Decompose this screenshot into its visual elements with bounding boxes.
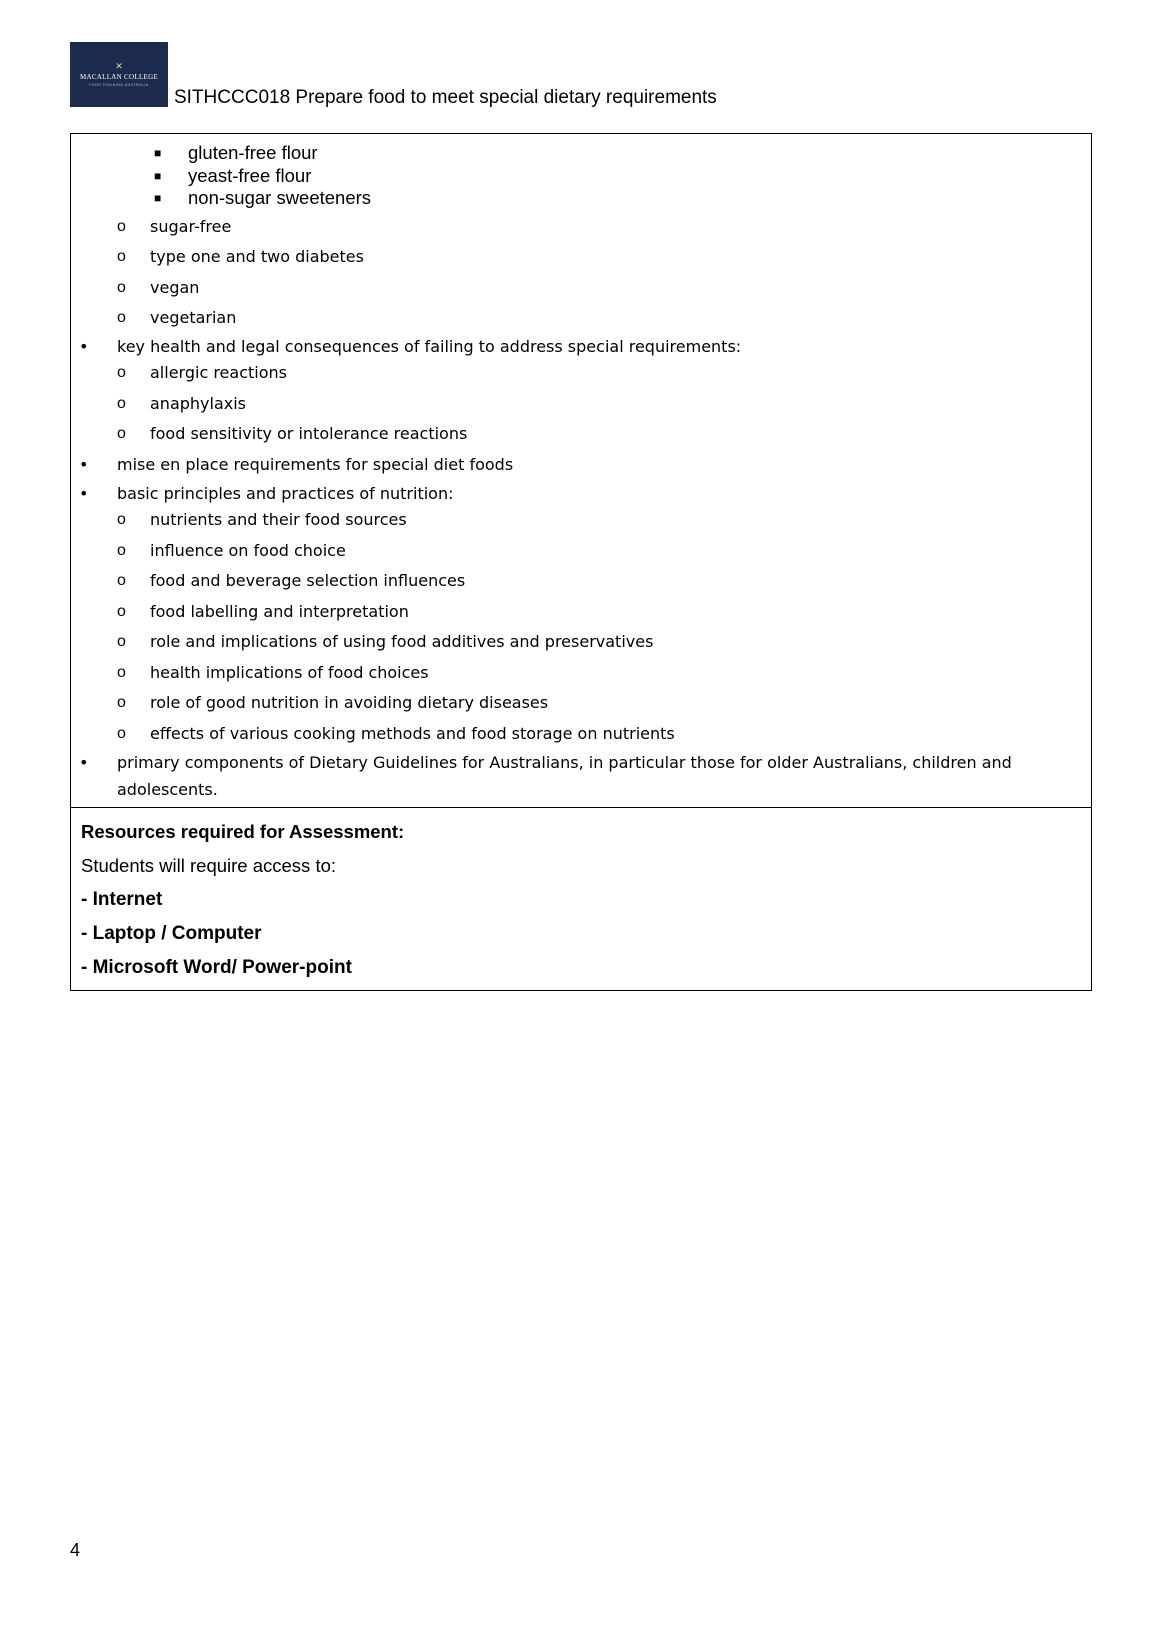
consequence-items xyxy=(71,362,1091,445)
list-item: o allergic reactions xyxy=(117,363,287,382)
logo-name: MACALLAN COLLEGE xyxy=(79,73,159,81)
resource-item-computer: - Laptop / Computer xyxy=(81,922,262,944)
list-item: • basic principles and practices of nutrition: xyxy=(71,480,1091,507)
square-bullet-icon: ■ xyxy=(154,146,162,160)
list-item: • mise en place requirements for special diet foods xyxy=(71,451,1091,478)
list-item: o nutrients and their food sources xyxy=(117,510,407,529)
dot-bullet-icon: • xyxy=(79,752,89,772)
circle-bullet-icon: o xyxy=(117,278,126,296)
list-item: ■ gluten-free flour xyxy=(154,142,318,163)
diet-list xyxy=(71,216,1091,330)
list-item: o role and implications of using food additives and preservatives xyxy=(117,632,654,651)
list-item: ■ non-sugar sweeteners xyxy=(154,187,372,208)
knowledge-section xyxy=(71,134,1091,808)
circle-bullet-icon: o xyxy=(117,633,126,650)
circle-bullet-icon: o xyxy=(117,248,126,265)
consequences-list xyxy=(71,333,1091,360)
list-item: • key health and legal consequences of failing to address special requirements: xyxy=(71,333,1091,360)
dot-bullet-icon: • xyxy=(79,337,89,356)
circle-bullet-icon: o xyxy=(117,572,126,589)
content-table xyxy=(70,133,1092,991)
list-item: o type one and two diabetes xyxy=(117,247,364,266)
nutrition-list xyxy=(71,509,1091,745)
resources-section xyxy=(71,808,1091,990)
list-item: o role of good nutrition in avoiding dietary diseases xyxy=(117,693,549,712)
circle-bullet-icon: o xyxy=(117,364,126,381)
square-list xyxy=(71,142,1091,210)
resources-title: Resources required for Assessment: xyxy=(81,820,405,842)
circle-bullet-icon: o xyxy=(117,724,126,742)
guidelines-list xyxy=(71,749,1091,803)
circle-bullet-icon: o xyxy=(117,394,126,412)
dot-bullet-icon: • xyxy=(79,484,89,503)
resources-intro: Students will require access to: xyxy=(81,854,337,876)
resource-item-software: - Microsoft Word/ Power-point xyxy=(81,956,352,978)
list-item: o effects of various cooking methods and food storage on nutrients xyxy=(117,723,675,743)
document-title: SITHCCC018 Prepare food to meet special dietary requirements xyxy=(174,87,717,108)
list-item: o vegetarian xyxy=(117,308,237,327)
principles-list xyxy=(71,451,1091,507)
list-item: o influence on food choice xyxy=(117,540,346,560)
circle-bullet-icon: o xyxy=(117,694,126,711)
list-item: o vegan xyxy=(117,277,200,297)
college-logo xyxy=(70,42,168,107)
crest-icon: ✕ xyxy=(115,61,123,71)
circle-bullet-icon: o xyxy=(117,217,126,235)
list-item: o food and beverage selection influences xyxy=(117,571,466,590)
list-item: o sugar-free xyxy=(117,216,232,236)
list-item: o food sensitivity or intolerance reactions xyxy=(117,424,468,443)
square-bullet-icon: ■ xyxy=(154,191,162,205)
list-item: • primary components of Dietary Guidelines for Australians, in particular those for older Australians, children and adolescents. xyxy=(71,749,1091,803)
resource-item-internet: - Internet xyxy=(81,888,163,910)
square-bullet-icon: ■ xyxy=(154,168,162,183)
circle-bullet-icon: o xyxy=(117,663,126,681)
list-item: ■ yeast-free flour xyxy=(154,164,312,186)
circle-bullet-icon: o xyxy=(117,602,126,620)
circle-bullet-icon: o xyxy=(117,541,126,559)
logo-tagline: FOOD TRAINING AUSTRALIA xyxy=(89,83,149,87)
page-header xyxy=(70,42,717,107)
circle-bullet-icon: o xyxy=(117,425,126,442)
list-item: o food labelling and interpretation xyxy=(117,601,409,621)
dot-bullet-icon: • xyxy=(79,455,89,474)
circle-bullet-icon: o xyxy=(117,511,126,528)
page-number: 4 xyxy=(70,1540,81,1560)
circle-bullet-icon: o xyxy=(117,309,126,326)
list-item: o health implications of food choices xyxy=(117,662,429,682)
list-item: o anaphylaxis xyxy=(117,393,247,413)
